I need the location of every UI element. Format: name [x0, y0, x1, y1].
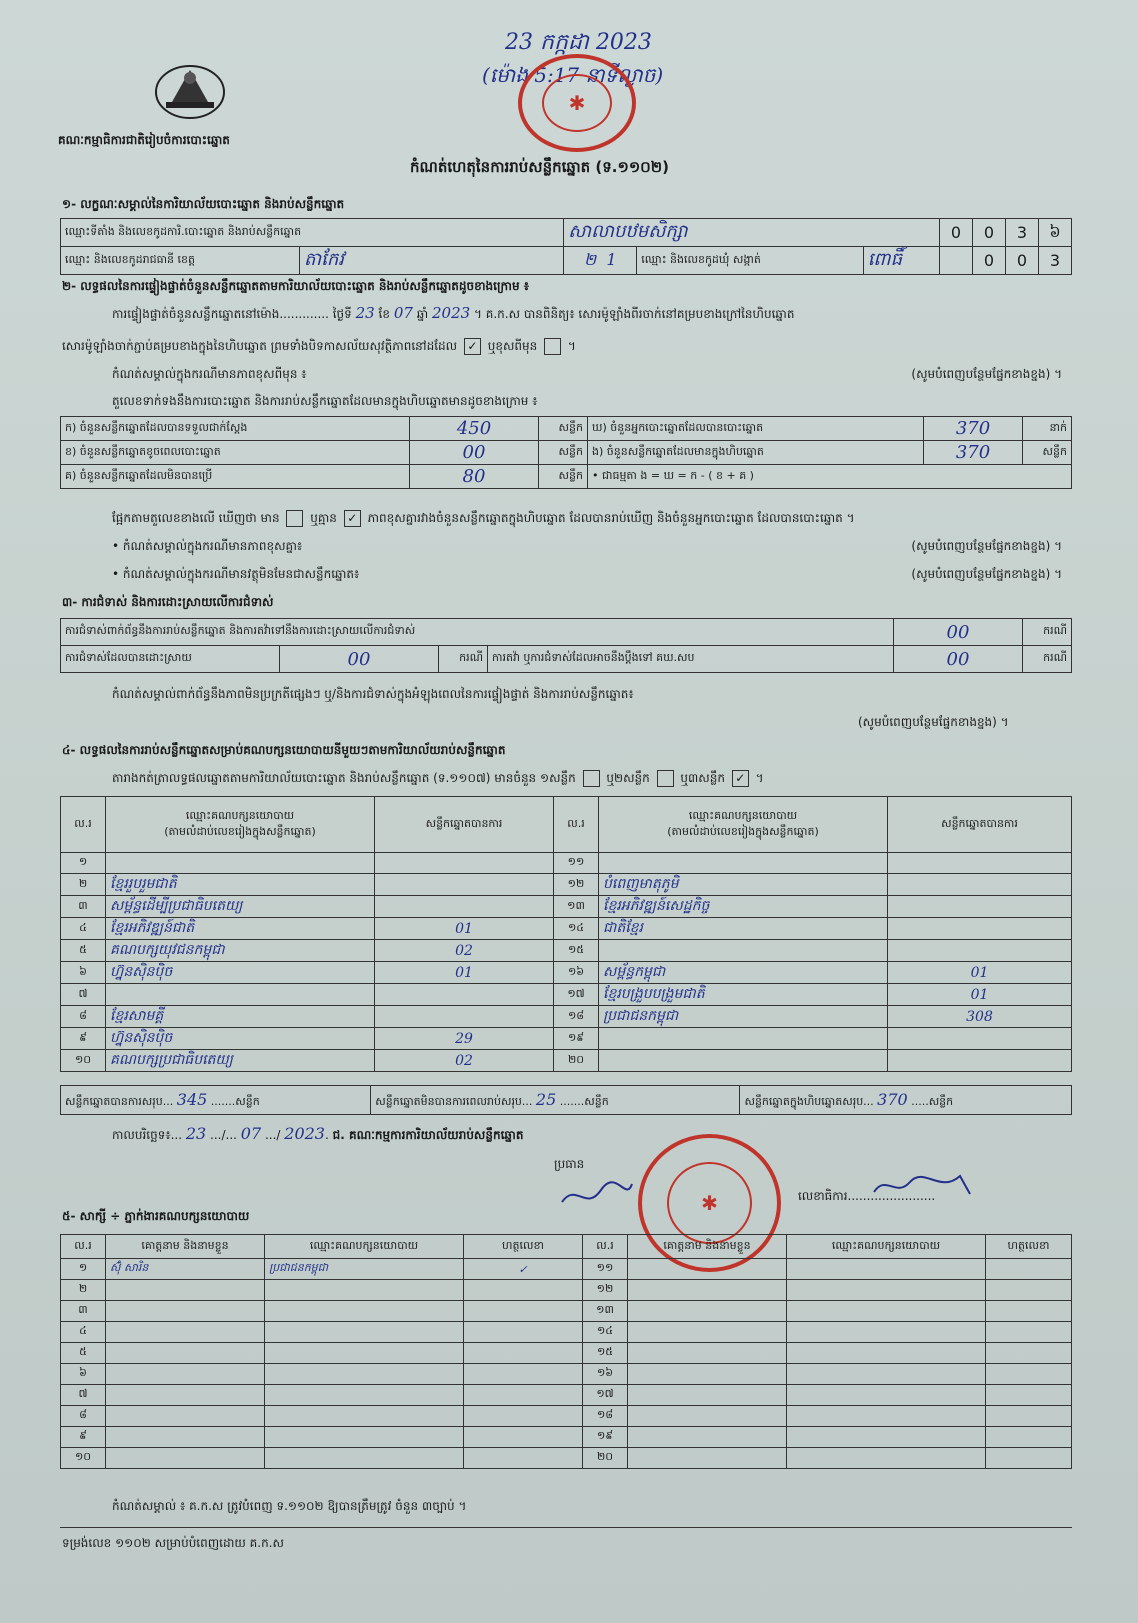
party-number: ១៥	[554, 940, 599, 962]
witness-name	[628, 1322, 787, 1343]
witness-number: ១៤	[583, 1322, 628, 1343]
witness-party	[265, 1448, 464, 1469]
site-code-1: 0	[940, 219, 973, 247]
resolved-label: ការជំទាស់ដែលបានដោះស្រាយ	[61, 646, 280, 673]
party-number: ៧	[61, 984, 106, 1006]
party-votes: 02	[375, 1050, 554, 1072]
result-row	[61, 1006, 1072, 1028]
witness-party	[787, 1385, 986, 1406]
party-votes	[375, 853, 554, 874]
objections-label: ការជំទាស់ពាក់ព័ន្ធនឹងការរាប់សន្លឹកឆ្នោត និងការតវ៉ាទៅនឹងការដោះស្រាយលើការជំទាស់	[61, 619, 894, 646]
ko-label: គ) ចំនួនសន្លឹកឆ្នោតដែលមិនបានប្រើ	[61, 465, 410, 489]
party-votes: 29	[375, 1028, 554, 1050]
result-row	[61, 918, 1072, 940]
party-name: ហ្វ៊ុនស៊ិនប៉ិច	[106, 962, 375, 984]
witness-party	[787, 1322, 986, 1343]
party-number: ១១	[554, 853, 599, 874]
witness-number: ១៨	[583, 1406, 628, 1427]
party-name: ខ្មែររួបរួមជាតិ	[106, 874, 375, 896]
witness-number: ៤	[61, 1322, 106, 1343]
result-row	[61, 984, 1072, 1006]
witness-party	[787, 1343, 986, 1364]
section3-title: ៣- ការជំទាស់ និងការដោះស្រាយលើការជំទាស់	[62, 595, 274, 609]
site-label: ឈ្មោះទីតាំង និងលេខកូដការិ.បោះឆ្នោត និងរាប់សន្លឹកឆ្នោត	[61, 219, 564, 247]
party-number: ១០	[61, 1050, 106, 1072]
witness-name	[106, 1427, 265, 1448]
witness-party	[265, 1427, 464, 1448]
witness-name	[628, 1364, 787, 1385]
result-line: ផ្អែកតាមតួលេខខាងលើ ឃើញថា មាន ឬគ្មាន ✓ ភាពខុសគ្នារវាងចំនួនសន្លឹកឆ្នោតក្នុងហិបឆ្នោត ដែលបានរាប់ឃើញ និងចំនួនអ្នកបោះឆ្នោត ដែលបានបោះឆ្នោត ។	[112, 511, 855, 525]
party-votes	[888, 853, 1072, 874]
witness-signature	[464, 1343, 583, 1364]
witness-name	[106, 1406, 265, 1427]
witness-party: ប្រជាជនកម្ពុជា	[265, 1259, 464, 1280]
witness-row	[61, 1427, 1072, 1448]
results-body	[61, 853, 1072, 1072]
secretary-label: លេខាធិការ.......................	[798, 1189, 936, 1203]
witness-party	[265, 1322, 464, 1343]
party-votes: 02	[375, 940, 554, 962]
witness-party	[787, 1280, 986, 1301]
province-label: ឈ្មោះ និងលេខកូដរាជធានី ខេត្ត	[61, 247, 300, 275]
changed-checkbox[interactable]	[544, 338, 561, 355]
section5-title: ៥- សាក្សី ÷ ភ្នាក់ងារគណបក្សនយោបាយ	[62, 1209, 250, 1223]
commune-code-3: 3	[1039, 247, 1072, 275]
party-number: ២០	[554, 1050, 599, 1072]
witness-table: ល.រ គោត្តនាម និងនាមខ្លួន ឈ្មោះគណបក្សនយោបាយ ហត្ថលេខា ល.រ គោត្តនាម និងនាមខ្លួន ឈ្មោះគណបក្សនយោបាយ ហត្ថលេខា ១ ស៊ុំ សារិន ប្រជាជនកម្ពុជា ✓ ១១ ២ ១២ ៣ ១៣ ៤ ១៤ ៥ ១៥ ៦ ១៦ ៧ ១៧ ៨ ១៨ ៩ ១៩ ១០ ២០	[60, 1234, 1072, 1469]
party-name: ហ្វ៊ុនស៊ិនប៉ិច	[106, 1028, 375, 1050]
party-name: ខ្មែរបង្រួបបង្រួមជាតិ	[599, 984, 888, 1006]
total-invalid: សន្លឹកឆ្នោតមិនបានការពេលរាប់សរុប... 25 .......សន្លឹក	[371, 1086, 740, 1115]
total-in-box: សន្លឹកឆ្នោតក្នុងហិបឆ្នោតសរុប... 370 .....សន្លឹក	[740, 1086, 1072, 1115]
figures-intro: តួលេខទាក់ទងនឹងការបោះឆ្នោត និងការរាប់សន្លឹកឆ្នោតដែលមានក្នុងហិបឆ្នោតមានដូចខាងក្រោម ៖	[112, 394, 538, 408]
witness-signature	[986, 1448, 1072, 1469]
witness-row	[61, 1322, 1072, 1343]
kho-label: ឃ) ចំនួនអ្នកបោះឆ្នោតដែលបានបោះឆ្នោត	[588, 417, 924, 441]
result-row	[61, 962, 1072, 984]
witness-number: ៦	[61, 1364, 106, 1385]
commune-value: ពោធិ៍	[863, 247, 939, 275]
party-name	[599, 853, 888, 874]
party-name	[106, 984, 375, 1006]
party-name: បំពេញមាតុភូមិ	[599, 874, 888, 896]
emblem-logo	[152, 58, 228, 120]
figures-table: ក) ចំនួនសន្លឹកឆ្នោតដែលបានទទួលជាក់ស្តែង 450 សន្លឹក ឃ) ចំនួនអ្នកបោះឆ្នោតដែលបានបោះឆ្នោត 370 នាក់ ខ) ចំនួនសន្លឹកឆ្នោតខូចពេលបោះឆ្នោត 00 សន្លឹក ង) ចំនួនសន្លឹកឆ្នោតដែលមានក្នុងហិបឆ្នោត 370 សន្លឹក គ) ចំនួនសន្លឹកឆ្នោតដែលមិនបានប្រើ 80 សន្លឹក • ជាធម្មតា ង = ឃ = ក - ( ខ + គ )	[60, 416, 1072, 489]
witness-row	[61, 1448, 1072, 1469]
site-value: សាលាបឋមសិក្សា	[564, 219, 940, 247]
party-name: គណបក្សយុវជនកម្ពុជា	[106, 940, 375, 962]
ngo-label: ង) ចំនួនសន្លឹកឆ្នោតដែលមានក្នុងហិបឆ្នោត	[588, 441, 924, 465]
ngo-value: 370	[924, 441, 1023, 465]
witness-party	[265, 1385, 464, 1406]
party-votes: 01	[375, 918, 554, 940]
commune-code-2: 0	[1006, 247, 1039, 275]
sheets-line: តារាងកត់ត្រាលទ្ធផលឆ្នោតតាមការិយាល័យបោះឆ្នោត និងរាប់សន្លឹកឆ្នោត (ទ.១១០៧) មានចំនួន ១សន្លឹក ឬ២សន្លឹក ឬ៣សន្លឹក ✓ ។	[112, 771, 764, 785]
kha-label: ខ) ចំនួនសន្លឹកឆ្នោតខូចពេលបោះឆ្នោត	[61, 441, 410, 465]
witness-signature	[986, 1364, 1072, 1385]
official-seal-bottom: ✱	[638, 1134, 781, 1272]
witness-signature	[986, 1301, 1072, 1322]
intact-checkbox[interactable]: ✓	[464, 338, 481, 355]
witness-party	[265, 1280, 464, 1301]
witness-row	[61, 1301, 1072, 1322]
party-votes	[375, 896, 554, 918]
party-votes: 308	[888, 1006, 1072, 1028]
witness-name	[628, 1448, 787, 1469]
party-name: ខ្មែរសាមគ្គី	[106, 1006, 375, 1028]
witness-name	[106, 1322, 265, 1343]
witness-party	[265, 1343, 464, 1364]
witness-number: ១៦	[583, 1364, 628, 1385]
witness-party	[265, 1301, 464, 1322]
formula: • ជាធម្មតា ង = ឃ = ក - ( ខ + គ )	[588, 465, 1072, 489]
party-number: ១២	[554, 874, 599, 896]
commune-label: ឈ្មោះ និងលេខកូដឃុំ សង្កាត់	[637, 247, 863, 275]
witness-name	[106, 1280, 265, 1301]
witness-number: ២	[61, 1280, 106, 1301]
bullet-difference: • កំណត់សម្គាល់ក្នុងករណីមានភាពខុសគ្នា៖ (សូមបំពេញបន្ថែមផ្នែកខាងខ្នង) ។	[112, 539, 1062, 553]
party-number: ១៤	[554, 918, 599, 940]
witness-number: ១១	[583, 1259, 628, 1280]
commune-code-1: 0	[973, 247, 1006, 275]
party-name: ជាតិខ្មែរ	[599, 918, 888, 940]
witness-name	[106, 1343, 265, 1364]
ko-value: 80	[410, 465, 539, 489]
witness-number: ៣	[61, 1301, 106, 1322]
party-number: ១៦	[554, 962, 599, 984]
one-sheet-checkbox[interactable]	[583, 770, 600, 787]
totals-table	[60, 1085, 1072, 1115]
three-sheet-checkbox[interactable]: ✓	[732, 770, 749, 787]
has-difference-checkbox[interactable]	[286, 510, 303, 527]
witness-name	[106, 1448, 265, 1469]
commission-name: គណៈកម្មាធិការជាតិរៀបចំការបោះឆ្នោត	[58, 133, 230, 147]
party-name: ប្រជាជនកម្ពុជា	[599, 1006, 888, 1028]
witness-name	[628, 1301, 787, 1322]
witness-party	[265, 1406, 464, 1427]
irregularity-note: កំណត់សម្គាល់ពាក់ព័ន្ធនឹងភាពមិនប្រក្រតីផ្សេងៗ ឬ/និងការជំទាស់ក្នុងអំឡុងពេលនៃការផ្ទៀងផ្ទាត់ និងការរាប់សន្លឹកឆ្នោត៖	[112, 687, 634, 701]
witness-signature	[986, 1427, 1072, 1448]
appeal-value: 00	[894, 646, 1023, 673]
party-votes	[375, 874, 554, 896]
witness-row	[61, 1406, 1072, 1427]
ka-value: 450	[410, 417, 539, 441]
site-code-2: 0	[973, 219, 1006, 247]
witness-name	[106, 1385, 265, 1406]
witness-signature	[464, 1301, 583, 1322]
witness-name	[628, 1427, 787, 1448]
party-number: ១៩	[554, 1028, 599, 1050]
party-number: ៤	[61, 918, 106, 940]
result-row	[61, 853, 1072, 874]
chair-label: ប្រធាន	[554, 1157, 585, 1171]
kho-value: 370	[924, 417, 1023, 441]
no-difference-checkbox[interactable]: ✓	[344, 510, 361, 527]
witness-name	[628, 1280, 787, 1301]
party-number: ១៨	[554, 1006, 599, 1028]
party-name	[599, 940, 888, 962]
province-value: តាកែវ	[300, 247, 564, 275]
witness-party	[787, 1427, 986, 1448]
witness-number: ១៩	[583, 1427, 628, 1448]
resolved-value: 00	[280, 646, 439, 673]
appeal-label: ការតវ៉ា ឬការជំទាស់ដែលអាចនឹងប្តឹងទៅ គឃ.សប	[488, 646, 894, 673]
witness-party	[787, 1259, 986, 1280]
site-code-4: ៦	[1039, 219, 1072, 247]
witness-body	[61, 1259, 1072, 1469]
two-sheet-checkbox[interactable]	[657, 770, 674, 787]
ka-label: ក) ចំនួនសន្លឹកឆ្នោតដែលបានទទួលជាក់ស្តែង	[61, 417, 410, 441]
party-votes: 01	[888, 962, 1072, 984]
party-number: ៥	[61, 940, 106, 962]
total-valid: សន្លឹកឆ្នោតបានការសរុប... 345 .......សន្លឹក	[61, 1086, 371, 1115]
witness-number: ១៥	[583, 1343, 628, 1364]
witness-number: ១៧	[583, 1385, 628, 1406]
witness-signature	[464, 1385, 583, 1406]
witness-number: ១០	[61, 1448, 106, 1469]
witness-signature	[464, 1448, 583, 1469]
party-name	[599, 1050, 888, 1072]
witness-signature	[986, 1322, 1072, 1343]
party-votes	[888, 940, 1072, 962]
party-votes	[888, 896, 1072, 918]
party-name	[599, 1028, 888, 1050]
difference-note: កំណត់សម្គាល់ក្នុងករណីមានភាពខុសពីមុន ៖ (សូមបំពេញបន្ថែមផ្នែកខាងខ្នង) ។	[112, 367, 1062, 381]
witness-number: ១៣	[583, 1301, 628, 1322]
received-time: (ម៉ោង 5:17 នាទីល្ងាច)	[482, 63, 664, 87]
result-row	[61, 874, 1072, 896]
witness-party	[787, 1406, 986, 1427]
party-name: ខ្មែរអភិវឌ្ឍន៍សេដ្ឋកិច្ច	[599, 896, 888, 918]
witness-signature	[986, 1259, 1072, 1280]
witness-signature	[986, 1343, 1072, 1364]
party-votes	[375, 984, 554, 1006]
witness-party	[265, 1364, 464, 1385]
objections-table: ការជំទាស់ពាក់ព័ន្ធនឹងការរាប់សន្លឹកឆ្នោត និងការតវ៉ាទៅនឹងការដោះស្រាយលើការជំទាស់ 00 ករណី ការជំទាស់ដែលបានដោះស្រាយ 00 ករណី ការតវ៉ា ឬការជំទាស់ដែលអាចនឹងប្តឹងទៅ គឃ.សប 00 ករណី	[60, 618, 1072, 673]
party-number: ១	[61, 853, 106, 874]
secretary-signature	[870, 1168, 990, 1208]
party-votes: 01	[888, 984, 1072, 1006]
witness-number: ៨	[61, 1406, 106, 1427]
party-votes	[888, 918, 1072, 940]
province-code: ២ 1	[564, 247, 637, 275]
result-row	[61, 1050, 1072, 1072]
section1-table	[60, 218, 1072, 275]
witness-row	[61, 1385, 1072, 1406]
section1-title: ១- លក្ខណៈសម្គាល់នៃការិយាល័យបោះឆ្នោត និងរាប់សន្លឹកឆ្នោត	[62, 197, 345, 211]
party-votes	[888, 1028, 1072, 1050]
section4-title: ៤- លទ្ធផលនៃការរាប់សន្លឹកឆ្នោតសម្រាប់គណបក្សនយោបាយនីមួយៗតាមការិយាល័យរាប់សន្លឹកឆ្នោត	[62, 743, 506, 757]
party-votes: 01	[375, 962, 554, 984]
witness-signature	[464, 1364, 583, 1385]
party-name: សម្ព័ន្ធកម្ពុជា	[599, 962, 888, 984]
witness-signature	[464, 1406, 583, 1427]
witness-number: ៧	[61, 1385, 106, 1406]
witness-row	[61, 1259, 1072, 1280]
witness-footnote: កំណត់សម្គាល់ ៖ គ.ក.ស ត្រូវបំពេញ ទ.១១០២ ឱ្យបានត្រឹមត្រូវ ចំនួន ៣ច្បាប់ ។	[112, 1499, 467, 1513]
witness-signature	[464, 1427, 583, 1448]
verification-line: ការផ្ទៀងផ្ទាត់ចំនួនសន្លឹកឆ្នោតនៅម៉ោង............. ថ្ងៃទី 23 ខែ 07 ឆ្នាំ 2023 ។ គ.ក.ស បានពិនិត្យ៖ សោរម៉ូឡាំងពីរចាក់នៅគម្របខាងក្រៅនៃហិបឆ្នោត	[112, 304, 795, 322]
witness-number: ១	[61, 1259, 106, 1280]
witness-number: ៥	[61, 1343, 106, 1364]
witness-signature	[986, 1385, 1072, 1406]
witness-party	[787, 1301, 986, 1322]
footer-divider	[60, 1527, 1072, 1528]
site-code-3: 3	[1006, 219, 1039, 247]
witness-signature	[464, 1322, 583, 1343]
witness-row	[61, 1343, 1072, 1364]
witness-name	[628, 1343, 787, 1364]
form-footer: ទម្រង់លេខ ១១០២ សម្រាប់បំពេញដោយ គ.ក.ស	[62, 1536, 284, 1550]
received-date: 23 កក្កដា 2023	[505, 30, 652, 55]
witness-signature	[986, 1280, 1072, 1301]
witness-party	[787, 1448, 986, 1469]
party-number: ៨	[61, 1006, 106, 1028]
witness-signature	[464, 1280, 583, 1301]
party-name	[106, 853, 375, 874]
witness-name	[106, 1301, 265, 1322]
party-name: គណបក្សប្រជាធិបតេយ្យ	[106, 1050, 375, 1072]
party-number: ២	[61, 874, 106, 896]
witness-signature	[986, 1406, 1072, 1427]
party-number: ៣	[61, 896, 106, 918]
witness-name	[628, 1406, 787, 1427]
witness-name: ស៊ុំ សារិន	[106, 1259, 265, 1280]
witness-signature: ✓	[464, 1259, 583, 1280]
witness-row	[61, 1280, 1072, 1301]
form-title: កំណត់ហេតុនៃការរាប់សន្លឹកឆ្នោត (ទ.១១០២)	[410, 158, 670, 176]
official-seal-top: ✱	[518, 54, 636, 152]
witness-row	[61, 1364, 1072, 1385]
party-number: ១៧	[554, 984, 599, 1006]
witness-name	[106, 1364, 265, 1385]
witness-number: ២០	[583, 1448, 628, 1469]
party-votes	[375, 1006, 554, 1028]
signing-date: កាលបរិច្ឆេទ៖... 23 .../... 07 .../ 2023. ជ. គណៈកម្មការការិយាល័យរាប់សន្លឹកឆ្នោត	[112, 1124, 524, 1143]
lock-line: សោរម៉ូឡាំងចាក់ភ្ជាប់គម្របខាងក្នុងនៃហិបឆ្នោត ព្រមទាំងបិទកាសល័យសុវត្ថិភាពនៅដដែល ✓ ឬខុសពីមុន ។	[62, 339, 576, 353]
witness-name	[628, 1385, 787, 1406]
party-number: ១៣	[554, 896, 599, 918]
chair-signature	[556, 1172, 636, 1229]
section2-title: ២- លទ្ធផលនៃការផ្ទៀងផ្ទាត់ចំនួនសន្លឹកឆ្នោតតាមការិយាល័យបោះឆ្នោត និងរាប់សន្លឹកឆ្នោតដូចខាងក្រោម ៖	[62, 279, 530, 293]
party-number: ៩	[61, 1028, 106, 1050]
objections-value: 00	[894, 619, 1023, 646]
witness-name	[628, 1259, 787, 1280]
party-votes	[888, 874, 1072, 896]
results-table: ល.រ ឈ្មោះគណបក្សនយោបាយ (តាមលំដាប់លេខរៀងក្នុងសន្លឹកឆ្នោត) សន្លឹកឆ្នោតបានការ ល.រ ឈ្មោះគណបក្សនយោបាយ (តាមលំដាប់លេខរៀងក្នុងសន្លឹកឆ្នោត) សន្លឹកឆ្នោតបានការ ១ ១១ ២ ខ្មែររួបរួមជាតិ ១២ បំពេញមាតុភូមិ ៣ សម្ព័ន្ធដើម្បីប្រជាធិបតេយ្យ ១៣ ខ្មែរអភិវឌ្ឍន៍សេដ្ឋកិច្ច ៤ ខ្មែរអភិវឌ្ឍន៍ជាតិ 01 ១៤ ជាតិខ្មែរ ៥ គណបក្សយុវជនកម្ពុជា 02 ១៥ ៦ ហ្វ៊ុនស៊ិនប៉ិច 01 ១៦ សម្ព័ន្ធកម្ពុជា 01 ៧ ១៧ ខ្មែរបង្រួបបង្រួមជាតិ 01 ៨ ខ្មែរសាមគ្គី ១៨ ប្រជាជនកម្ពុជា 308 ៩ ហ្វ៊ុនស៊ិនប៉ិច 29 ១៩ ១០ គណបក្សប្រជាធិបតេយ្យ 02 ២០	[60, 796, 1072, 1072]
result-row	[61, 896, 1072, 918]
party-number: ៦	[61, 962, 106, 984]
result-row	[61, 940, 1072, 962]
party-name: សម្ព័ន្ធដើម្បីប្រជាធិបតេយ្យ	[106, 896, 375, 918]
party-name: ខ្មែរអភិវឌ្ឍន៍ជាតិ	[106, 918, 375, 940]
result-row	[61, 1028, 1072, 1050]
irregularity-note-end: (សូមបំពេញបន្ថែមផ្នែកខាងខ្នង) ។	[858, 715, 1009, 729]
bullet-foreign-object: • កំណត់សម្គាល់ក្នុងករណីមានវត្ថុមិនមែនជាសន្លឹកឆ្នោត៖ (សូមបំពេញបន្ថែមផ្នែកខាងខ្នង) ។	[112, 567, 1062, 581]
witness-number: ១២	[583, 1280, 628, 1301]
party-votes	[888, 1050, 1072, 1072]
kha-value: 00	[410, 441, 539, 465]
witness-number: ៩	[61, 1427, 106, 1448]
witness-party	[787, 1364, 986, 1385]
